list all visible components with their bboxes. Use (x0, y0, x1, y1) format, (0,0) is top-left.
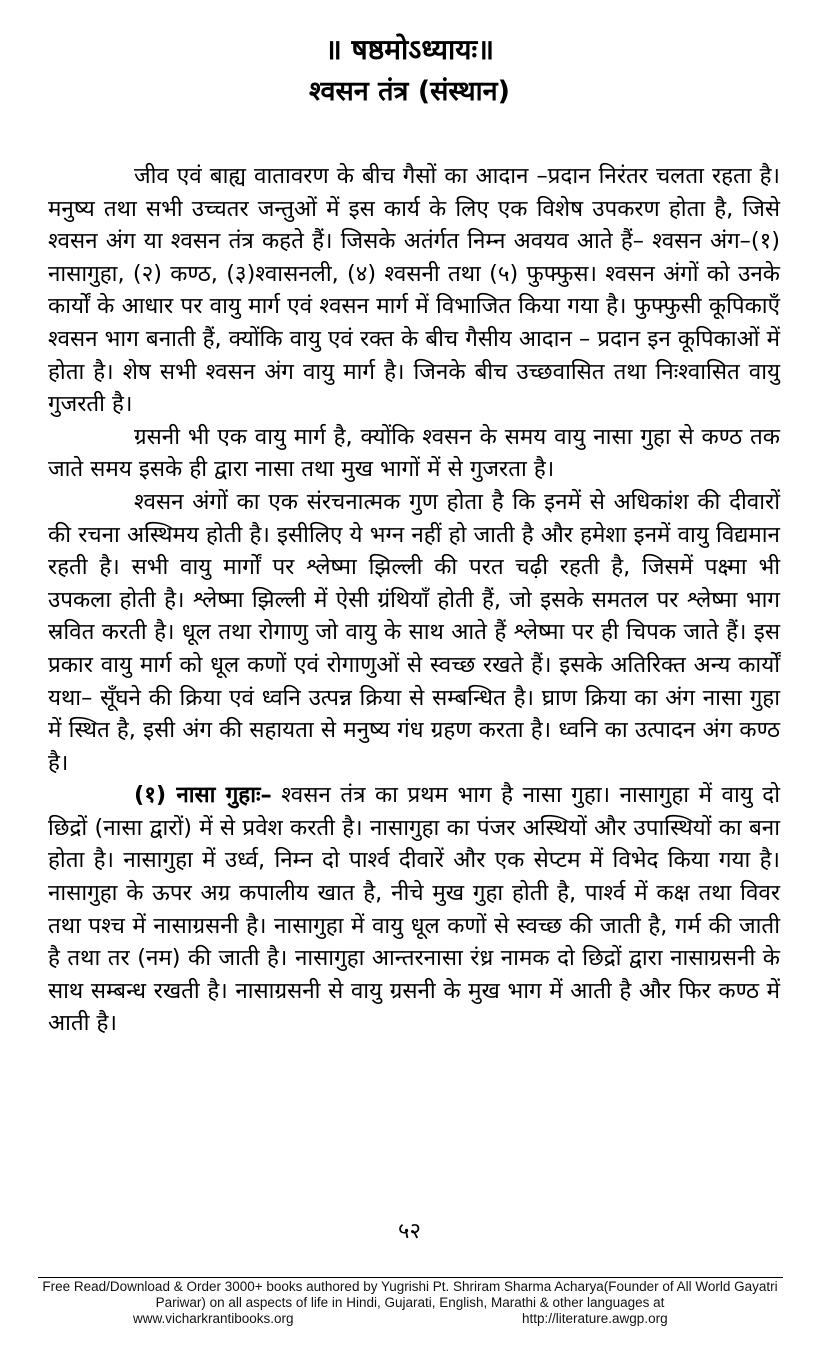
chapter-subtitle: श्वसन तंत्र (संस्थान) (309, 76, 510, 107)
body-text (48, 160, 780, 1040)
paragraph-intro: जीव एवं बाह्य वातावरण के बीच गैसों का आदान –प्रदान निरंतर चलता रहता है। मनुष्य तथा सभी उच्चतर जन्तुओं में इस कार्य के लिए एक विशेष उपकरण होता है, जिसे श्वसन अंग या श्वसन तंत्र कहते हैं। जिसके अतंर्गत निम्न अवयव आते हैं– श्वसन अंग–(१) नासागुहा, (२) कण्ठ, (३)श्वासनली, (४) श्वसनी तथा (५) फुफ्फुस। श्वसन अंगों को उनके कार्यों के आधार पर वायु मार्ग एवं श्वसन मार्ग में विभाजित किया गया है। फुफ्फुसी कूपिकाएँ श्वसन भाग बनाती हैं, क्योंकि वायु एवं रक्त के बीच गैसीय आदान – प्रदान इन कूपिकाओं में होता है। शेष सभी श्वसन अंग वायु मार्ग है। जिनके बीच उच्छवासित तथा निःश्वासित वायु गुजरती है। (48, 163, 780, 418)
page-number: ५२ (398, 1219, 421, 1244)
footer-link-literature[interactable]: http://literature.awgp.org (522, 1311, 668, 1326)
paragraph-pharynx: ग्रसनी भी एक वायु मार्ग है, क्योंकि श्वसन के समय वायु नासा गुहा से कण्ठ तक जाते समय इसके ही द्वारा नासा तथा मुख भागों में से गुजरता है। (48, 423, 780, 483)
paragraph-nasal-cavity (48, 779, 780, 1040)
nasal-cavity-text: श्वसन तंत्र का प्रथम भाग है नासा गुहा। नासागुहा में वायु दो छिद्रों (नासा द्वारों) में से प्रवेश करती है। नासागुहा का पंजर अस्थियों और उपास्थियों का बना होता है। नासागुहा में उर्ध्व, निम्न दो पार्श्व दीवारें और एक सेप्टम में विभेद किया गया है। नासागुहा के ऊपर अग्र कपालीय खात है, नीचे मुख गुहा होती है, पार्श्व में कक्ष तथा विवर तथा पश्च में नासाग्रसनी है। नासागुहा में वायु धूल कणों से स्वच्छ की जाती है, गर्म की जाती है तथा तर (नम) की जाती है। नासागुहा आन्तरनासा रंध्र नामक दो छिद्रों द्वारा नासाग्रसनी के साथ सम्बन्ध रखती है। नासाग्रसनी से वायु ग्रसनी के मुख भाग में आती है और फिर कण्ठ में आती है। (48, 782, 780, 1037)
footer-divider (38, 1277, 783, 1278)
footer-link-vicharkranti[interactable]: www.vicharkrantibooks.org (133, 1311, 294, 1326)
nasal-cavity-heading: (१) नासा गुहाः– (134, 782, 272, 809)
footer-text: Free Read/Download & Order 3000+ books authored by Yugrishi Pt. Shriram Sharma Acharya(Founder of All World Gayatri Pariwar) on all aspects of life in Hindi, Gujarati, English, Marathi & other languages at (42, 1279, 778, 1310)
chapter-title: ॥ षष्ठमोऽध्यायः॥ (325, 33, 494, 66)
footer-links (0, 1311, 819, 1329)
paragraph-structure: श्वसन अंगों का एक संरचनात्मक गुण होता है कि इनमें से अधिकांश की दीवारों की रचना अस्थिमय होती है। इसीलिए ये भग्न नहीं हो जाती है और हमेशा इनमें वायु विद्यमान रहती है। सभी वायु मार्गों पर श्लेष्मा झिल्ली की परत चढ़ी रहती है, जिसमें पक्ष्मा भी उपकला होती है। श्लेष्मा झिल्ली में ऐसी ग्रंथियाँ होती हैं, जो इसके समतल पर श्लेष्मा भाग स्रवित करती है। धूल तथा रोगाणु जो वायु के साथ आते हैं श्लेष्मा पर ही चिपक जाते हैं। इस प्रकार वायु मार्ग को धूल कणों एवं रोगाणुओं से स्वच्छ रखते हैं। इसके अतिरिक्त अन्य कार्यों यथा– सूँघने की क्रिया एवं ध्वनि उत्पन्न क्रिया से सम्बन्धित है। घ्राण क्रिया का अंग नासा गुहा में स्थित है, इसी अंग की सहायता से मनुष्य गंध ग्रहण करता है। ध्वनि का उत्पादन अंग कण्ठ है। (48, 488, 780, 776)
